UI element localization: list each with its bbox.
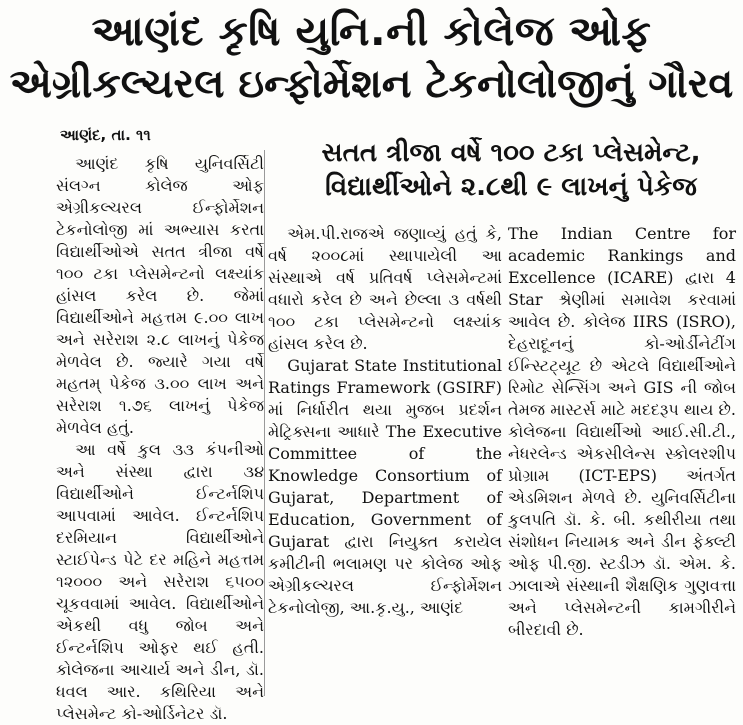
paragraph: એમ.પી.રાજએ જણાવ્યું હતું કે, વર્ષ ૨૦૦૮માં સ્થાપાયેલી આ સંસ્થાએ વર્ષ પ્રતિવર્ષ પ્લેસમેન્ટમાં વધારો કરેલ છે અને છેલ્લા ૩ વર્ષથી ૧૦૦ ટકા પ્લેસમેન્ટનો લક્ષ્યાંક હાંસલ કરેલ છે. — [268, 224, 502, 353]
column-divider — [264, 150, 265, 696]
headline-line2: એગ્રીકલ્ચરલ ઇન્ફોર્મેશન ટેકનોલોજીનું ગૌરવ — [9, 61, 734, 107]
paragraph: આણંદ કૃષિ યુનિવર્સિટી સંલગ્ન કોલેજ ઓફ એગ્રીકલ્ચરલ ઈન્ફોર્મેશન ટેકનોલોજી માં અભ્યાસ કરતા વિદ્યાર્થીઓએ સતત ત્રીજા વર્ષે ૧૦૦ ટકા પ્લેસમેન્ટનો લક્ષ્યાંક હાંસલ કરેલ છે. જેમાં વિદ્યાર્થીઓને મહત્તમ ૯.૦૦ લાખ અને સરેરાશ ૨.૮ લાખનું પેકેજ મેળવેલ છે. જ્યારે ગયા વર્ષે મહતમ્ પેકેજ ૩.૦૦ લાખ અને સરેરાશ ૧.૭૬ લાખનું પેકેજ મેળવેલ હતું. — [56, 154, 264, 437]
headline-line1: આણંદ કૃષિ યુનિ.ની કોલેજ ઓફ — [91, 7, 652, 55]
article-column-3 — [508, 223, 736, 641]
subheadline-line2: વિદ્યાર્થીઓને ૨.૮થી ૯ લાખનું પેકેજ — [325, 172, 697, 202]
dateline: આણંદ, તા. ૧૧ — [60, 126, 151, 144]
paragraph: Gujarat State Institutional Ratings Framework (GSIRF) માં નિર્ધારીત થયા મુજબ પ્રદર્શન મેટ્રિક્સના આધારે The Executive Committee of the Knowledge Consortium of Gujarat, Department of Education, Government of Gujarat દ્વારા નિયુક્ત કરાયેલ કમીટીની ભલામણ પર કોલેજ ઓફ એગ્રીકલ્ચરલ ઈન્ફોર્મેશન ટેકનોલોજી, આ.કૃ.યુ., આણંદ — [268, 356, 502, 617]
article-column-2 — [268, 223, 502, 619]
subheadline-line1: સતત ત્રીજા વર્ષે ૧૦૦ ટકા પ્લેસમેન્ટ, — [321, 138, 701, 168]
article-column-1 — [56, 153, 264, 725]
headline — [0, 6, 743, 110]
subheadline — [283, 136, 739, 204]
paragraph: The Indian Centre for academic Rankings and Excellence (ICARE) દ્વારા 4 Star શ્રેણીમાં સમાવેશ કરવામાં આવેલ છે. કોલેજ IIRS (ISRO), દેહરાદૂનનું કો-ઓર્ડીનેટીંગ ઈન્સ્ટિટ્યૂટ છે એટલે વિદ્યાર્થીઓને રિમોટ સેન્સિંગ અને GIS ની જોબ તેમજ માસ્ટર્સ માટે મદદરૂપ થાય છે. કોલેજના વિદ્યાર્થીઓ આઈ.સી.ટી., નેધરલેન્ડ એકસીલેન્સ સ્કોલરશીપ પ્રોગ્રામ (ICT-EPS) અંતર્ગત એડમિશન મેળવે છે. યુનિવર્સિટીના કુલપતિ ડૉ. કે. બી. કથીરીયા તથા સંશોધન નિયામક અને ડીન ફેક્લ્ટી ઓફ પી.જી. સ્ટડીઝ ડૉ. એમ. કે. ઝાલાએ સંસ્થાની શૈક્ષણિક ગુણવત્તા અને પ્લેસમેન્ટની કામગીરીને બીરદાવી છે. — [508, 224, 736, 639]
paragraph: આ વર્ષે કુલ ૩૩ કંપનીઓ અને સંસ્થા દ્વારા ૩૪ વિદ્યાર્થીઓને ઈન્ટર્નશિપ આપવામાં આવેલ. ઈન્ટર્નશિપ દરમિયાન વિદ્યાર્થીઓને સ્ટાઈપેન્ડ પેટે દર મહિને મહત્તમ ૧૨૦૦૦ અને સરેરાશ ૬૫૦૦ ચૂકવવામાં આવેલ. વિદ્યાર્થીઓને એકથી વધુ જોબ અને ઈન્ટર્નશિપ ઓફર થઈ હતી. કોલેજના આચાર્ય અને ડીન, ડૉ. ધવલ આર. કથિરિયા અને પ્લેસમેન્ટ કો-ઓર્ડિનેટર ડૉ. — [56, 440, 264, 723]
